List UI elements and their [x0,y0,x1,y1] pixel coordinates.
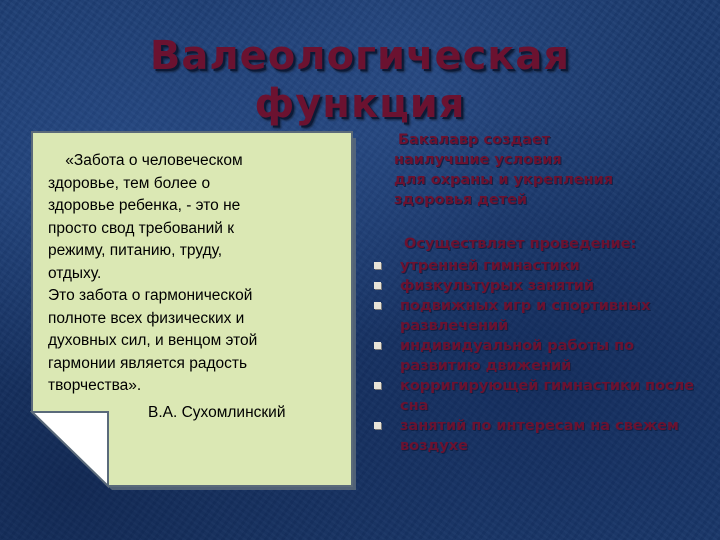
slide-title [0,32,720,128]
square-bullet-icon [374,282,381,289]
activities-list [370,256,715,456]
intro-line-4: здоровья детей [394,192,528,208]
square-bullet-icon [374,342,381,349]
square-bullet-icon [374,382,381,389]
intro-line-3: для охраны и укрепления [394,172,614,188]
slide-title-line-2: функция [254,81,466,127]
square-bullet-icon [374,422,381,429]
list-item: утренней гимнастики [370,256,715,276]
slide-title-line-1: Валеологическая [149,33,571,79]
quote-note-card [30,130,356,490]
intro-line-1: Бакалавр создает [398,132,551,148]
quote-text: «Забота о человеческом здоровье, тем более о здоровье ребенка, - это не просто свод требований к режиму, питанию, труду, отдыху. Это забота о гармонической полноте всех физических и духовных сил, и венцом этой гармонии является радость творчества». [48,152,258,394]
list-item: занятий по интересам на свежем воздухе [370,416,715,456]
list-item: корригирующей гимнастики после сна [370,376,715,416]
square-bullet-icon [374,302,381,309]
intro-line-2: наилучшие условия [394,152,562,168]
square-bullet-icon [374,262,381,269]
list-item: индивидуальной работы по развитию движений [370,336,715,376]
list-item: подвижных игр и спортивных развлечений [370,296,715,336]
right-column [370,130,715,456]
list-item: физкультурых занятий [370,276,715,296]
activities-lead: Осуществляет проведение: [404,236,637,252]
quote-author: В.А. Сухомлинский [148,404,286,421]
